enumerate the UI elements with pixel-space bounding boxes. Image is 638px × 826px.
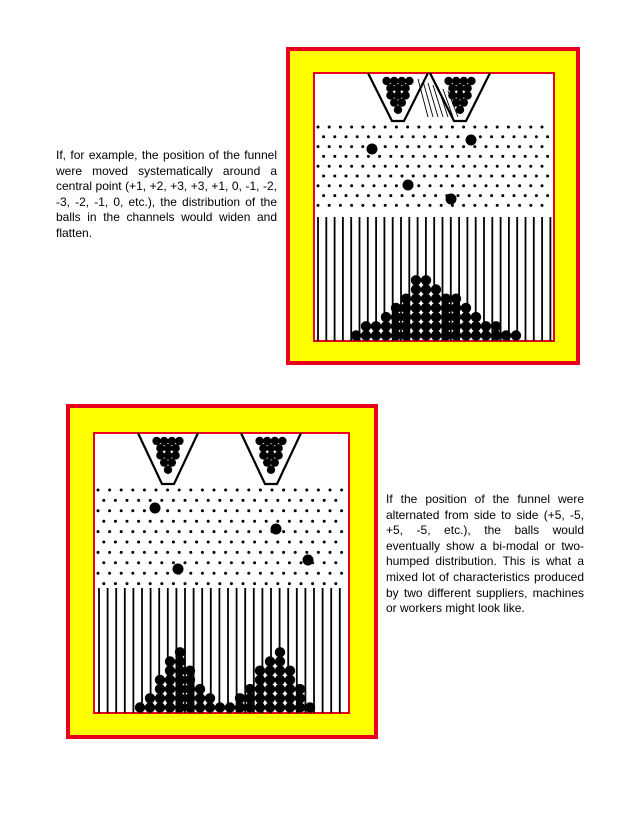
funnel-ball [156, 451, 164, 459]
funnel-ball [259, 451, 267, 459]
funnel-ball [467, 77, 475, 85]
funnel-ball [394, 84, 402, 92]
funnel-ball [164, 466, 172, 474]
funnel-ball [160, 437, 168, 445]
funnel-ball [390, 98, 398, 106]
quincunx-diagram [66, 404, 378, 739]
paragraph-systematic-movement: If, for example, the position of the funnel were moved systematically around a central point (+1, +2, +3, +3, +1, 0, -1, -2, -3, -2, -1, 0, etc.), the distribution of the balls in the channels would widen and flatten. [56, 148, 277, 240]
funnel-ball [444, 77, 452, 85]
funnel-ball [456, 106, 464, 114]
funnel-ball [452, 77, 460, 85]
funnel-ball [390, 77, 398, 85]
funnel-ball [274, 444, 282, 452]
paragraph-alternating-movement: If the position of the funnel were alternated from side to side (+5, -5, +5, -5, etc.), the balls would eventually show a bi-modal or two-humped distribution. This is what a mixed lot of characteristics produced by two different suppliers, machines or workers might look like. [386, 492, 584, 616]
falling-ball [446, 194, 457, 205]
funnel-ball [175, 437, 183, 445]
funnel-ball [171, 444, 179, 452]
funnel-ball [263, 458, 271, 466]
funnel-ball [456, 91, 464, 99]
funnel-ball [463, 84, 471, 92]
falling-ball [303, 555, 314, 566]
funnel-ball [271, 458, 279, 466]
funnel-ball [278, 437, 286, 445]
funnel-ball [259, 444, 267, 452]
funnel-ball [401, 91, 409, 99]
funnel-ball [405, 77, 413, 85]
funnel-ball [401, 84, 409, 92]
figure-widened-distribution [286, 47, 580, 365]
funnel-ball [171, 451, 179, 459]
funnel-ball [448, 84, 456, 92]
funnel-ball [168, 458, 176, 466]
falling-ball [173, 564, 184, 575]
falling-ball [367, 144, 378, 155]
funnel-ball [160, 458, 168, 466]
funnel-ball [398, 77, 406, 85]
funnel-ball [271, 437, 279, 445]
falling-ball [403, 180, 414, 191]
funnel-ball [398, 98, 406, 106]
funnel-ball [382, 77, 390, 85]
funnel-ball [152, 437, 160, 445]
funnel-ball [263, 437, 271, 445]
funnel-ball [255, 437, 263, 445]
funnel-ball [394, 91, 402, 99]
funnel-ball [386, 91, 394, 99]
funnel-ball [274, 451, 282, 459]
falling-ball [150, 503, 161, 514]
funnel-ball [456, 84, 464, 92]
funnel-ball [463, 91, 471, 99]
figure-bimodal-distribution [66, 404, 378, 739]
funnel-ball [460, 77, 468, 85]
funnel-ball [267, 444, 275, 452]
funnel-ball [460, 98, 468, 106]
quincunx-diagram [286, 47, 580, 365]
funnel-ball [267, 466, 275, 474]
funnel-ball [394, 106, 402, 114]
funnel-ball [164, 444, 172, 452]
funnel-ball [164, 451, 172, 459]
falling-ball [271, 524, 282, 535]
funnel-ball [168, 437, 176, 445]
funnel-ball [156, 444, 164, 452]
falling-ball [466, 135, 477, 146]
funnel-ball [267, 451, 275, 459]
funnel-ball [386, 84, 394, 92]
